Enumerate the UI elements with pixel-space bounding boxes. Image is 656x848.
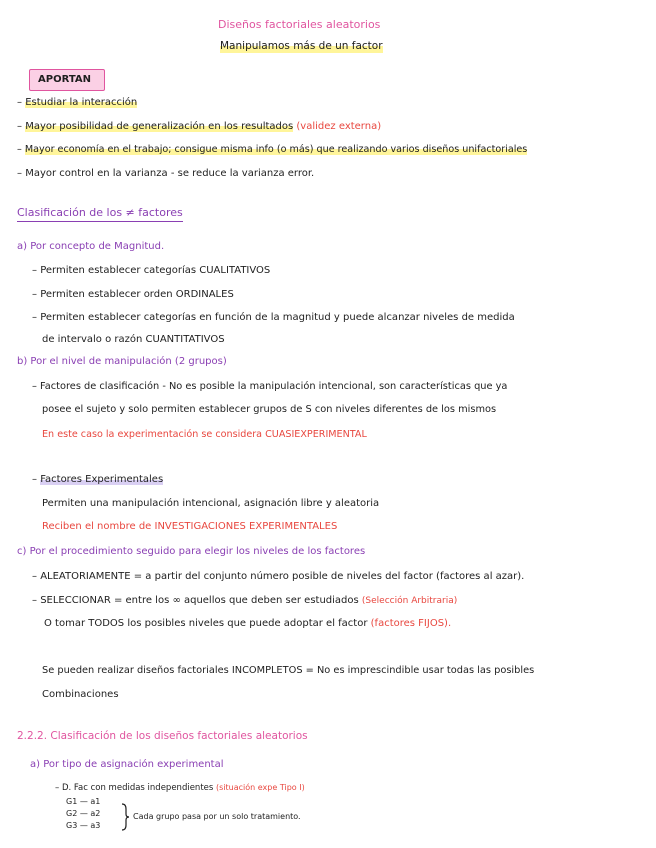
aleatoriamente-text: ALEATORIAMENTE = a partir del conjunto número posible de niveles del factor (factores al azar). (40, 571, 525, 582)
list-item: – Permiten establecer orden ORDINALES (32, 289, 234, 300)
factores-clasificacion-line2: posee el sujeto y solo permiten establecer grupos de S con niveles diferentes de los mismos (42, 404, 497, 415)
investigaciones-note: Reciben el nombre de INVESTIGACIONES EXPERIMENTALES (42, 521, 338, 532)
factores-clasificacion-text: Factores de clasificación - No es posible la manipulación intencional, son características que ya (40, 381, 508, 392)
aportan-item-text: Mayor posibilidad de generalización en los resultados (25, 121, 294, 132)
aportan-item: – Estudiar la interacción (17, 97, 138, 108)
aleatoriamente-line: – ALEATORIAMENTE = a partir del conjunto número posible de niveles del factor (factores al azar). (32, 571, 525, 582)
aportan-item: – Mayor control en la varianza - se reduce la varianza error. (17, 168, 315, 179)
aportan-item-text: Estudiar la interacción (25, 97, 138, 108)
group-row: G1 — a1 (66, 797, 101, 806)
factores-experimentales-text: Factores Experimentales (40, 474, 164, 485)
brace-icon (120, 803, 130, 831)
factores-clasificacion-line1: – Factores de clasificación - No es posible la manipulación intencional, son características que ya (32, 381, 508, 392)
list-item-text: Permiten establecer categorías en función de la magnitud y puede alcanzar niveles de medida (40, 312, 515, 323)
list-item-text: Permiten establecer orden ORDINALES (40, 289, 234, 300)
aportan-heading: APORTAN (38, 74, 91, 85)
seleccionar-line: – SELECCIONAR = entre los ∞ aquellos que deben ser estudiados (Selección Arbitraria) (32, 595, 458, 606)
list-item: – Permiten establecer categorías en función de la magnitud y puede alcanzar niveles de medida (32, 312, 515, 323)
diseno-fac-text: D. Fac con medidas independientes (61, 783, 214, 793)
incompletos-line1: Se pueden realizar diseños factoriales INCOMPLETOS = No es imprescindible usar todas las posibles (42, 665, 535, 676)
page-title: Diseños factoriales aleatorios (218, 18, 381, 31)
aportan-item: – Mayor posibilidad de generalización en los resultados (validez externa) (17, 121, 382, 132)
section-a-label: a) Por concepto de Magnitud. (17, 241, 165, 252)
group-row: G3 — a3 (66, 821, 101, 830)
clasificacion-heading: Clasificación de los ≠ factores (17, 206, 183, 222)
aportan-item: – Mayor economía en el trabajo; consigue misma info (o más) que realizando varios diseños unifactoriales (17, 144, 528, 155)
tomar-line (44, 617, 451, 630)
diseno-fac-line: – D. Fac con medidas independientes (situación expe Tipo I) (55, 783, 305, 793)
tomar-note: (factores FIJOS). (370, 618, 452, 629)
aportan-item-text: Mayor economía en el trabajo; consigue misma info (o más) que realizando varios diseños unifactoriales (24, 144, 528, 155)
factores-experimentales-desc: Permiten una manipulación intencional, asignación libre y aleatoria (42, 498, 380, 509)
cuasiexperimental-note: En este caso la experimentación se considera CUASIEXPERIMENTAL (42, 429, 367, 440)
section-222-heading: 2.2.2. Clasificación de los diseños factoriales aleatorios (17, 730, 308, 742)
list-item-continued: de intervalo o razón CUANTITATIVOS (42, 334, 225, 345)
tomar-text: O tomar TODOS los posibles niveles que puede adoptar el factor (44, 618, 368, 629)
section-222-a-label: a) Por tipo de asignación experimental (30, 759, 224, 770)
page-subtitle: Manipulamos más de un factor (220, 40, 383, 52)
list-item: – Permiten establecer categorías CUALITATIVOS (32, 265, 271, 276)
seleccionar-text: SELECCIONAR = entre los ∞ aquellos que deben ser estudiados (40, 595, 359, 606)
incompletos-line2: Combinaciones (42, 689, 119, 700)
section-c-label: c) Por el procedimiento seguido para elegir los niveles de los factores (17, 546, 366, 557)
group-row: G2 — a2 (66, 809, 101, 818)
aportan-item-note: (validez externa) (296, 121, 382, 132)
factores-experimentales-title: – Factores Experimentales (32, 474, 164, 485)
aportan-item-text: Mayor control en la varianza - se reduce la varianza error. (25, 168, 315, 179)
list-item-text: Permiten establecer categorías CUALITATIVOS (40, 265, 271, 276)
seleccionar-note: (Selección Arbitraria) (361, 596, 458, 606)
brace-note: Cada grupo pasa por un solo tratamiento. (133, 812, 301, 821)
section-b-label: b) Por el nivel de manipulación (2 grupos) (17, 356, 227, 367)
diseno-fac-note: (situación expe Tipo I) (216, 783, 305, 792)
